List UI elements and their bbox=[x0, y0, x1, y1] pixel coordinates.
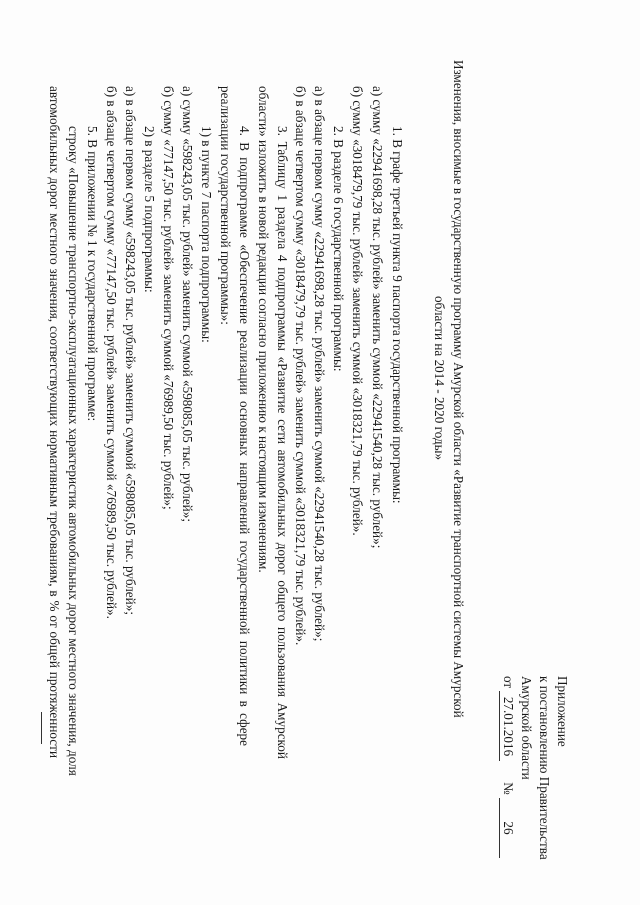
body-line: реализации государственной программы»: bbox=[218, 86, 233, 325]
body-line: 4. В подпрограмме «Обеспечение реализации основных направлений государственной политики в сфере bbox=[237, 126, 252, 746]
body-line: б) сумму «77147,50 тыс. рублей» заменить суммой «76989,50 тыс. рублей»; bbox=[161, 86, 176, 510]
appendix-resolution-line: к постановлению Правительства bbox=[537, 676, 552, 860]
appendix-date-number-line bbox=[499, 676, 516, 858]
resolution-date: 27.01.2016 bbox=[499, 691, 516, 761]
document-title-line-2: области на 2014 - 2020 годы» bbox=[432, 296, 447, 461]
body-line: а) сумму «22941698,28 тыс. рублей» заменить суммой «22941540,28 тыс. рублей»; bbox=[370, 86, 385, 549]
number-prefix: № bbox=[501, 782, 516, 795]
document-title-line-1: Изменения, вносимые в государственную программу Амурской области «Развитие транспортной системы Амурской bbox=[451, 60, 466, 718]
body-line: б) сумму «3018479,79 тыс. рублей» заменить суммой «3018321,79 тыс. рублей». bbox=[350, 86, 365, 536]
body-line: строку «Повышение транспортно-эксплуатационных характеристик автомобильных дорог местного значения, доля bbox=[66, 126, 81, 776]
separator-line bbox=[41, 712, 42, 744]
body-line: а) в абзаце первом сумму «22941698,28 тыс. рублей» заменить суммой «22941540,28 тыс. рублей»; bbox=[312, 86, 327, 642]
body-line: 1. В графе третьей пункта 9 паспорта государственной программы: bbox=[390, 126, 405, 504]
body-line: 5. В приложении № 1 к государственной программе: bbox=[85, 126, 100, 422]
body-line: 1) в пункте 7 паспорта подпрограммы: bbox=[199, 126, 214, 343]
appendix-region-line: Амурской области bbox=[519, 676, 534, 780]
resolution-number: 26 bbox=[499, 798, 516, 858]
date-prefix: от bbox=[501, 676, 516, 689]
body-line: а) в абзаце первом сумму «598243,05 тыс. рублей» заменить суммой «598085,05 тыс. рублей»; bbox=[123, 86, 138, 615]
appendix-label: Приложение bbox=[555, 676, 570, 747]
body-line: а) сумму «598243,05 тыс. рублей» заменить суммой «598085,05 тыс. рублей»; bbox=[180, 86, 195, 522]
body-line: автомобильных дорог местного значения, соответствующих нормативным требованиям, в % от общей протяженности bbox=[47, 86, 62, 758]
body-line: 2) в разделе 5 подпрограммы: bbox=[142, 126, 157, 293]
body-line: 2. В разделе 6 государственной программы: bbox=[331, 126, 346, 372]
body-line: области» изложить в новой редакции согласно приложению к настоящим изменениям. bbox=[256, 86, 271, 573]
body-line: б) в абзаце четвертом сумму «3018479,79 тыс. рублей» заменить суммой «3018321,79 тыс. рублей». bbox=[293, 86, 308, 646]
body-line: б) в абзаце четвертом сумму «77147,50 тыс. рублей» заменить суммой «76989,50 тыс. рублей». bbox=[104, 86, 119, 619]
body-line: 3. Таблицу 1 раздела 4 подпрограммы «Развитие сети автомобильных дорог общего пользования Амурской bbox=[275, 126, 290, 759]
